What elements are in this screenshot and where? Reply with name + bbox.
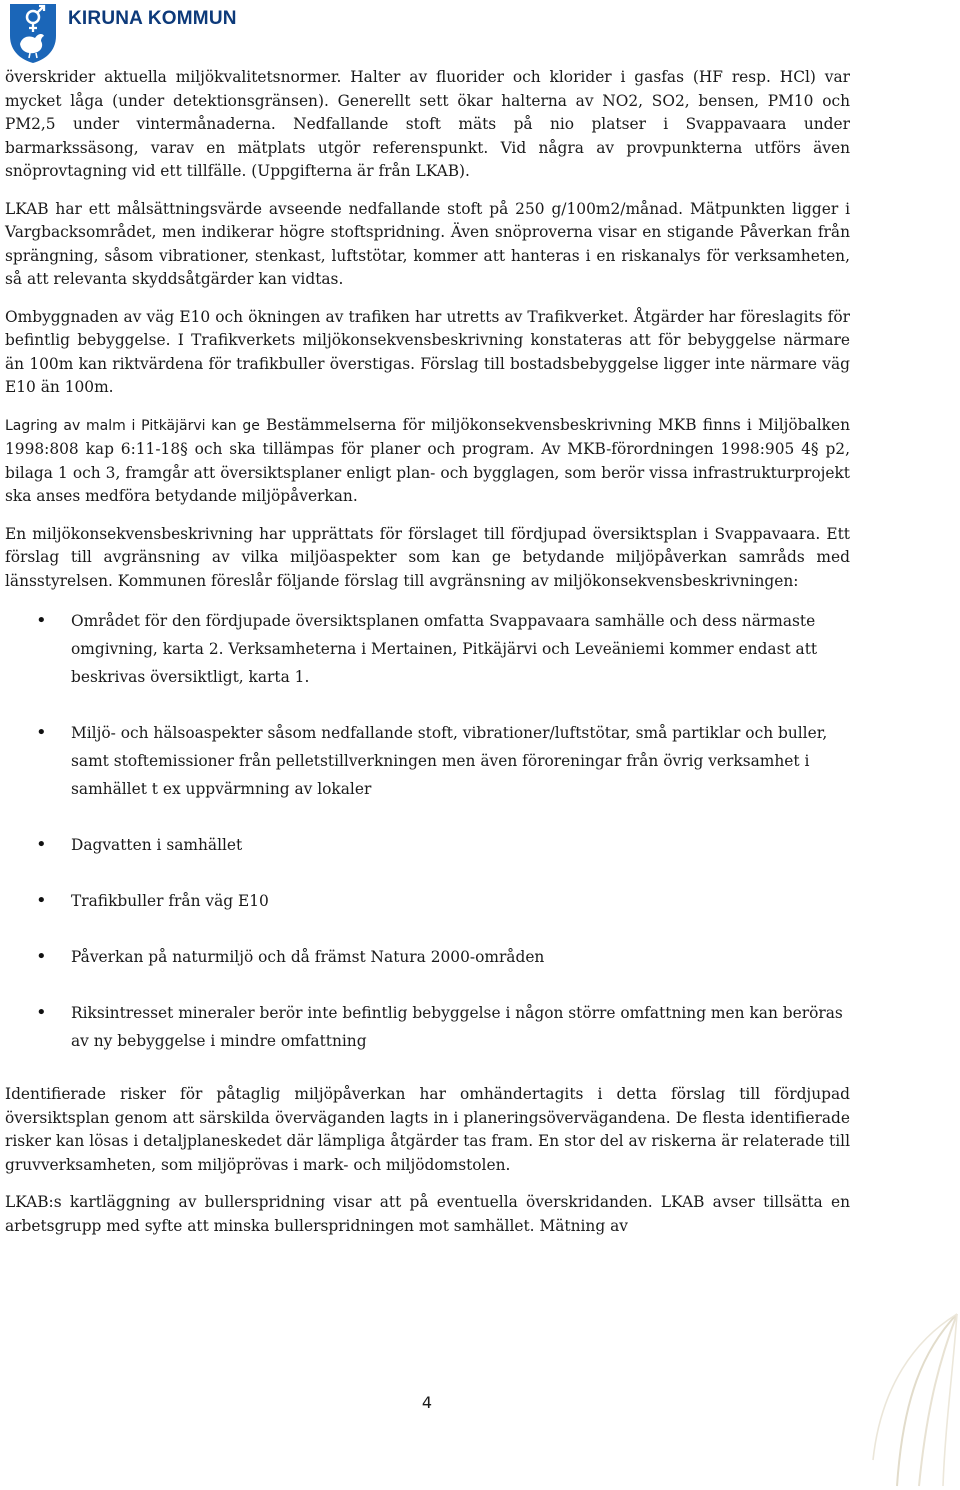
lagring-body-text: Bestämmelserna för miljökonsekvensbeskrivning MKB finns i Miljöbalken 1998:808 kap 6:11-18§ och ska tillämpas för planer och program. Av MKB-förordningen 1998:905 4§ p2, bilaga 1 och 3, framgår att översiktsplaner enligt plan- och bygglagen, som berör vissa infrastrukturprojekt ska anses medföra betydande miljöpåverkan. [5,415,850,505]
organization-name: KIRUNA KOMMUN [68,8,237,29]
paragraph-dust-target: LKAB har ett målsättningsvärde avseende nedfallande stoft på 250 g/100m2/månad. Mätpunkten ligger i Vargbacksområdet, men indikerar högre stoftspridning. Även snöproverna visar en stigande Påverkan från sprängning, såsom vibrationer, stenkast, luftstötar, kommer att hanteras i en riskanalys för verksamheten, så att relevanta skyddsåtgärder kan vidtas. [5,199,850,288]
paragraph-air-quality: överskrider aktuella miljökvalitetsnormer. Halter av fluorider och klorider i gasfas (HF resp. HCl) var mycket låga (under detektionsgränsen). Generellt sett ökar halterna av NO2, SO2, bensen, PM10 och PM2,5 under vintermånaderna. Nedfallande stoft mäts på nio platser i Svappavaara under barmarkssäsong, varav en mätplats utgör referenspunkt. Vid några av provpunkterna utförs även snöprovtagning vid ett tillfälle. (Uppgifterna är från LKAB). [5,68,850,180]
list-item: • Riksintresset mineraler berör inte befintlig bebyggelse i någon större omfattning men kan beröras av ny bebyggelse i mindre omfattning [71,999,851,1055]
list-item: • Området för den fördjupade översiktsplanen omfatta Svappavaara samhälle och dess närmaste omgivning, karta 2. Verksamheterna i Mertainen, Pitkäjärvi och Leveäniemi kommer endast att beskrivas översiktligt, karta 1. [71,607,851,691]
kiruna-coat-of-arms-icon [8,2,58,64]
document-body [5,66,850,1252]
list-item: • Dagvatten i samhället [71,831,851,859]
page-number: 4 [421,1393,433,1412]
list-item: • Påverkan på naturmiljö och då främst Natura 2000-områden [71,943,851,971]
paragraph-risks: Identifierade risker för påtaglig miljöpåverkan har omhändertagits i detta förslag till fördjupad översiktsplan genom att särskilda överväganden lagts in i planeringsövervägandena. De flesta identifierade risker kan lösas i detaljplaneskedet där lämpliga åtgärder tas fram. En stor del av riskerna är relaterade till gruvverksamheten, som miljöprövas i mark- och miljödomstolen. [5,1085,850,1174]
paragraph-noise-mapping: LKAB:s kartläggning av bullerspridning visar att på eventuella överskridanden. LKAB avser tillsätta en arbetsgrupp med syfte att minska bullerspridningen mot samhället. Mätning av [5,1193,850,1235]
feather-watermark-icon [845,1310,960,1490]
paragraph-mkb-rules [5,414,850,509]
list-item: • Trafikbuller från väg E10 [71,887,851,915]
page-header [8,2,408,64]
lagring-lead-text: Lagring av malm i Pitkäjärvi kan ge [5,417,260,434]
paragraph-mkb-intro: En miljökonsekvensbeskrivning har upprättats för förslaget till fördjupad översiktsplan i Svappavaara. Ett förslag till avgränsning av vilka miljöaspekter som kan ge betydande miljöpåverkan samråds med länsstyrelsen. Kommunen föreslår följande förslag till avgränsning av miljökonsekvensbeskrivningen: [5,524,850,590]
paragraph-road-e10: Ombyggnaden av väg E10 och ökningen av trafiken har utretts av Trafikverket. Åtgärder har föreslagits för befintlig bebyggelse. I Trafikverkets miljökonsekvensbeskrivning konstateras att för bebyggelse närmare än 100m kan riktvärdena för trafikbuller överstigas. Förslag till bostadsbebyggelse ligger inte närmare väg E10 än 100m. [5,307,850,396]
scope-bullet-list [5,607,850,1055]
list-item: • Miljö- och hälsoaspekter såsom nedfallande stoft, vibrationer/luftstötar, små partiklar och buller, samt stoftemissioner från pelletstillverkningen men även föroreningar från övrig verksamhet i samhället t ex uppvärmning av lokaler [71,719,851,803]
